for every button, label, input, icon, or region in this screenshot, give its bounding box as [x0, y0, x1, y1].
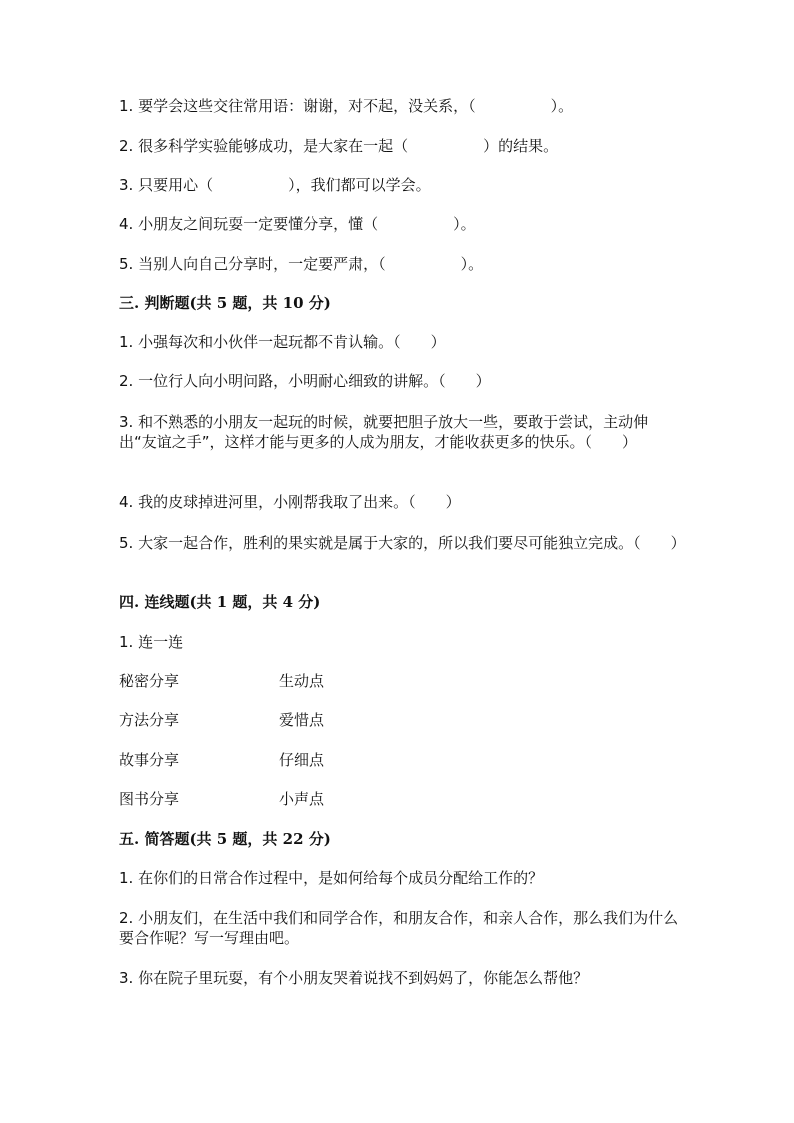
match-left-item[interactable]: 故事分享 — [119, 751, 180, 769]
fill-item-4: 4. 小朋友之间玩耍一定要懂分享，懂（ ）。 — [119, 215, 476, 233]
short-item-2: 2. 小朋友们，在生活中我们和同学合作，和朋友合作，和亲人合作，那么我们为什么要合作呢？写一写理由吧。 — [119, 909, 679, 947]
fill-item-2: 2. 很多科学实验能够成功，是大家在一起（ ）的结果。 — [119, 137, 559, 155]
judge-item-4: 4. 我的皮球掉进河里，小刚帮我取了出来。（ ） — [119, 493, 461, 511]
short-section-heading: 五. 简答题(共 5 题，共 22 分) — [119, 830, 331, 848]
judge-item-1: 1. 小强每次和小伙伴一起玩都不肯认输。（ ） — [119, 333, 446, 351]
judge-section-heading: 三. 判断题(共 5 题，共 10 分) — [119, 294, 331, 312]
fill-item-1: 1. 要学会这些交往常用语：谢谢，对不起，没关系，（ ）。 — [119, 97, 574, 115]
match-section-heading: 四. 连线题(共 1 题，共 4 分) — [119, 593, 321, 611]
judge-item-3: 3. 和不熟悉的小朋友一起玩的时候，就要把胆子放大一些，要敢于尝试，主动伸出“友谊之手”，这样才能与更多的人成为朋友，才能收获更多的快乐。（ ） — [119, 413, 649, 451]
fill-item-3: 3. 只要用心（ ），我们都可以学会。 — [119, 176, 431, 194]
short-item-1: 1. 在你们的日常合作过程中，是如何给每个成员分配给工作的？ — [119, 869, 544, 887]
match-right-item[interactable]: 仔细点 — [279, 751, 325, 769]
match-right-item[interactable]: 生动点 — [279, 672, 325, 690]
judge-item-2: 2. 一位行人向小明问路，小明耐心细致的讲解。（ ） — [119, 372, 491, 390]
match-left-item[interactable]: 秘密分享 — [119, 672, 180, 690]
judge-item-5: 5. 大家一起合作，胜利的果实就是属于大家的，所以我们要尽可能独立完成。（ ） — [119, 534, 686, 552]
match-question: 1. 连一连 — [119, 633, 184, 651]
match-left-item[interactable]: 方法分享 — [119, 711, 180, 729]
match-left-item[interactable]: 图书分享 — [119, 790, 180, 808]
short-item-3: 3. 你在院子里玩耍，有个小朋友哭着说找不到妈妈了，你能怎么帮他？ — [119, 969, 589, 987]
fill-item-5: 5. 当别人向自己分享时，一定要严肃，（ ）。 — [119, 255, 484, 273]
match-right-item[interactable]: 爱惜点 — [279, 711, 325, 729]
match-right-item[interactable]: 小声点 — [279, 790, 325, 808]
